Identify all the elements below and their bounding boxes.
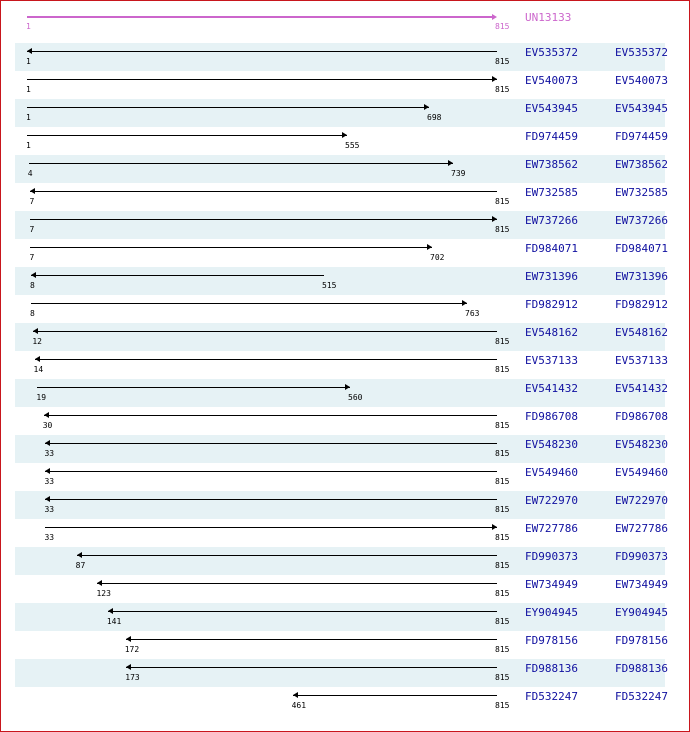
accession-link[interactable]: EW738562 xyxy=(615,158,668,171)
arrow-left-icon xyxy=(45,496,50,502)
arrow-left-icon xyxy=(35,356,40,362)
accession-label[interactable]: EW737266 xyxy=(525,214,578,227)
reference-arrowhead xyxy=(492,14,497,20)
alignment-start-label: 30 xyxy=(42,421,53,430)
alignment-line xyxy=(126,667,497,668)
accession-link[interactable]: EW734949 xyxy=(615,578,668,591)
accession-link[interactable]: EY904945 xyxy=(615,606,668,619)
arrow-left-icon xyxy=(126,636,131,642)
accession-link[interactable]: EW732585 xyxy=(615,186,668,199)
alignment-row xyxy=(1,351,689,379)
accession-label[interactable]: EW734949 xyxy=(525,578,578,591)
accession-label[interactable]: EV541432 xyxy=(525,382,578,395)
accession-link[interactable]: FD982912 xyxy=(615,298,668,311)
alignment-start-label: 12 xyxy=(32,337,42,346)
alignment-line xyxy=(45,499,497,500)
accession-link[interactable]: EV541432 xyxy=(615,382,668,395)
accession-label[interactable]: FD532247 xyxy=(525,690,578,703)
accession-link[interactable]: EV537133 xyxy=(615,354,668,367)
alignment-row xyxy=(1,519,689,547)
reference-end: 815 xyxy=(495,22,510,31)
alignment-start-label: 33 xyxy=(44,477,55,486)
accession-label[interactable]: EY904945 xyxy=(525,606,578,619)
alignment-row xyxy=(1,463,689,491)
alignment-line xyxy=(45,527,497,528)
accession-link[interactable]: FD988136 xyxy=(615,662,668,675)
alignment-end-label: 702 xyxy=(430,253,445,262)
alignment-start-label: 33 xyxy=(44,533,55,542)
arrow-right-icon xyxy=(427,244,432,250)
alignment-end-label: 815 xyxy=(495,505,510,514)
arrow-right-icon xyxy=(345,384,350,390)
alignment-start-label: 33 xyxy=(44,505,55,514)
arrow-left-icon xyxy=(126,664,131,670)
arrow-left-icon xyxy=(45,440,50,446)
arrow-left-icon xyxy=(108,608,113,614)
accession-label[interactable]: FD978156 xyxy=(525,634,578,647)
alignment-end-label: 815 xyxy=(495,337,510,346)
arrow-right-icon xyxy=(462,300,467,306)
alignment-row xyxy=(1,211,689,239)
accession-label[interactable]: EW731396 xyxy=(525,270,578,283)
accession-link[interactable]: EV548230 xyxy=(615,438,668,451)
accession-label[interactable]: EW722970 xyxy=(525,494,578,507)
alignment-end-label: 815 xyxy=(495,421,510,430)
alignment-end-label: 815 xyxy=(495,673,510,682)
alignment-line xyxy=(126,639,497,640)
alignment-end-label: 815 xyxy=(495,561,510,570)
arrow-left-icon xyxy=(293,692,298,698)
accession-link[interactable]: EV535372 xyxy=(615,46,668,59)
alignment-start-label: 7 xyxy=(29,253,35,262)
alignment-line xyxy=(45,443,497,444)
alignment-end-label: 815 xyxy=(495,449,510,458)
alignment-row xyxy=(1,435,689,463)
alignment-line xyxy=(33,331,497,332)
alignment-line xyxy=(27,79,497,80)
alignment-line xyxy=(77,555,497,556)
alignment-start-label: 8 xyxy=(30,281,35,290)
accession-link[interactable]: EW727786 xyxy=(615,522,668,535)
alignment-end-label: 739 xyxy=(451,169,466,178)
alignment-line xyxy=(35,359,497,360)
alignment-line xyxy=(30,247,431,248)
alignment-row xyxy=(1,43,689,71)
arrow-right-icon xyxy=(448,160,453,166)
alignment-row xyxy=(1,127,689,155)
alignment-row xyxy=(1,267,689,295)
accession-label[interactable]: EV548162 xyxy=(525,326,578,339)
alignment-row xyxy=(1,99,689,127)
alignment-end-label: 815 xyxy=(495,477,510,486)
accession-label[interactable]: EV548230 xyxy=(525,438,578,451)
alignment-start-label: 8 xyxy=(30,309,35,318)
reference-accession: UN13133 xyxy=(525,11,572,24)
alignment-row xyxy=(1,491,689,519)
arrow-right-icon xyxy=(424,104,429,110)
arrow-right-icon xyxy=(342,132,347,138)
arrow-left-icon xyxy=(27,48,32,54)
accession-link[interactable]: EW737266 xyxy=(615,214,668,227)
alignment-start-label: 7 xyxy=(29,197,35,206)
accession-label[interactable]: FD986708 xyxy=(525,410,578,423)
alignment-start-label: 19 xyxy=(36,393,47,402)
alignment-end-label: 815 xyxy=(495,589,510,598)
arrow-left-icon xyxy=(44,412,49,418)
reference-line xyxy=(27,16,493,18)
alignment-line xyxy=(27,135,347,136)
alignment-end-label: 560 xyxy=(348,393,363,402)
alignment-row xyxy=(1,295,689,323)
arrow-right-icon xyxy=(492,76,497,82)
alignment-end-label: 815 xyxy=(495,645,510,654)
accession-label[interactable]: EV549460 xyxy=(525,466,578,479)
alignment-end-label: 815 xyxy=(495,197,510,206)
accession-link[interactable]: EV549460 xyxy=(615,466,668,479)
alignment-end-label: 815 xyxy=(495,533,510,542)
alignment-row xyxy=(1,687,689,715)
alignment-row xyxy=(1,407,689,435)
accession-label[interactable]: EW738562 xyxy=(525,158,578,171)
alignment-end-label: 698 xyxy=(427,113,442,122)
reference-row xyxy=(1,8,689,36)
alignment-end-label: 815 xyxy=(495,617,510,626)
reference-start: 1 xyxy=(26,22,31,31)
alignment-line xyxy=(31,303,467,304)
alignment-rows xyxy=(1,1,689,731)
alignment-row xyxy=(1,659,689,687)
arrow-right-icon xyxy=(492,524,497,530)
alignment-line xyxy=(108,611,497,612)
alignment-line xyxy=(29,163,453,164)
alignment-end-label: 815 xyxy=(495,85,510,94)
accession-link[interactable]: FD990373 xyxy=(615,550,668,563)
accession-label[interactable]: EW727786 xyxy=(525,522,578,535)
arrow-left-icon xyxy=(31,272,36,278)
alignment-start-label: 461 xyxy=(291,701,307,710)
accession-label[interactable]: EV540073 xyxy=(525,74,578,87)
alignment-start-label: 1 xyxy=(26,85,31,94)
alignment-row xyxy=(1,183,689,211)
alignment-end-label: 815 xyxy=(495,57,510,66)
alignment-start-label: 14 xyxy=(33,365,44,374)
accession-label[interactable]: EV543945 xyxy=(525,102,578,115)
alignment-line xyxy=(31,275,324,276)
alignment-end-label: 815 xyxy=(495,701,510,710)
alignment-row xyxy=(1,71,689,99)
alignment-start-label: 87 xyxy=(75,561,86,570)
alignment-line xyxy=(27,107,429,108)
accession-link[interactable]: FD986708 xyxy=(615,410,668,423)
alignment-line xyxy=(30,219,497,220)
accession-label[interactable]: FD984071 xyxy=(525,242,578,255)
accession-label[interactable]: EW732585 xyxy=(525,186,578,199)
alignment-row xyxy=(1,323,689,351)
alignment-end-label: 555 xyxy=(345,141,360,150)
accession-link[interactable]: EW722970 xyxy=(615,494,668,507)
alignment-end-label: 815 xyxy=(495,225,510,234)
alignment-row xyxy=(1,379,689,407)
alignment-line xyxy=(44,415,497,416)
alignment-end-label: 515 xyxy=(322,281,337,290)
alignment-line xyxy=(30,191,497,192)
alignment-start-label: 1 xyxy=(26,113,31,122)
alignment-start-label: 1 xyxy=(26,57,31,66)
accession-label[interactable]: FD982912 xyxy=(525,298,578,311)
arrow-left-icon xyxy=(45,468,50,474)
alignment-row xyxy=(1,547,689,575)
alignment-row xyxy=(1,575,689,603)
arrow-right-icon xyxy=(492,216,497,222)
accession-link[interactable]: EW731396 xyxy=(615,270,668,283)
accession-label[interactable]: EV537133 xyxy=(525,354,578,367)
accession-link[interactable]: EV548162 xyxy=(615,326,668,339)
alignment-row xyxy=(1,631,689,659)
alignment-end-label: 815 xyxy=(495,365,510,374)
alignment-line xyxy=(293,695,497,696)
accession-label[interactable]: FD988136 xyxy=(525,662,578,675)
alignment-start-label: 123 xyxy=(96,589,111,598)
arrow-left-icon xyxy=(33,328,38,334)
arrow-left-icon xyxy=(30,188,35,194)
accession-link[interactable]: FD984071 xyxy=(615,242,668,255)
accession-link[interactable]: EV543945 xyxy=(615,102,668,115)
arrow-left-icon xyxy=(77,552,82,558)
alignment-end-label: 763 xyxy=(465,309,480,318)
alignment-line xyxy=(45,471,497,472)
alignment-line xyxy=(27,51,497,52)
alignment-start-label: 7 xyxy=(29,225,35,234)
alignment-start-label: 173 xyxy=(125,673,140,682)
arrow-left-icon xyxy=(97,580,102,586)
alignment-start-label: 4 xyxy=(27,169,33,178)
accession-link[interactable]: FD532247 xyxy=(615,690,668,703)
alignment-start-label: 1 xyxy=(26,141,31,150)
alignment-start-label: 33 xyxy=(44,449,55,458)
alignment-start-label: 141 xyxy=(106,617,122,626)
alignment-row xyxy=(1,155,689,183)
accession-label[interactable]: FD990373 xyxy=(525,550,578,563)
accession-label[interactable]: EV535372 xyxy=(525,46,578,59)
alignment-line xyxy=(97,583,497,584)
alignment-start-label: 172 xyxy=(124,645,140,654)
alignment-row xyxy=(1,603,689,631)
alignment-line xyxy=(37,387,349,388)
accession-link[interactable]: EV540073 xyxy=(615,74,668,87)
alignment-row xyxy=(1,239,689,267)
accession-label[interactable]: FD974459 xyxy=(525,130,578,143)
accession-link[interactable]: FD974459 xyxy=(615,130,668,143)
accession-link[interactable]: FD978156 xyxy=(615,634,668,647)
